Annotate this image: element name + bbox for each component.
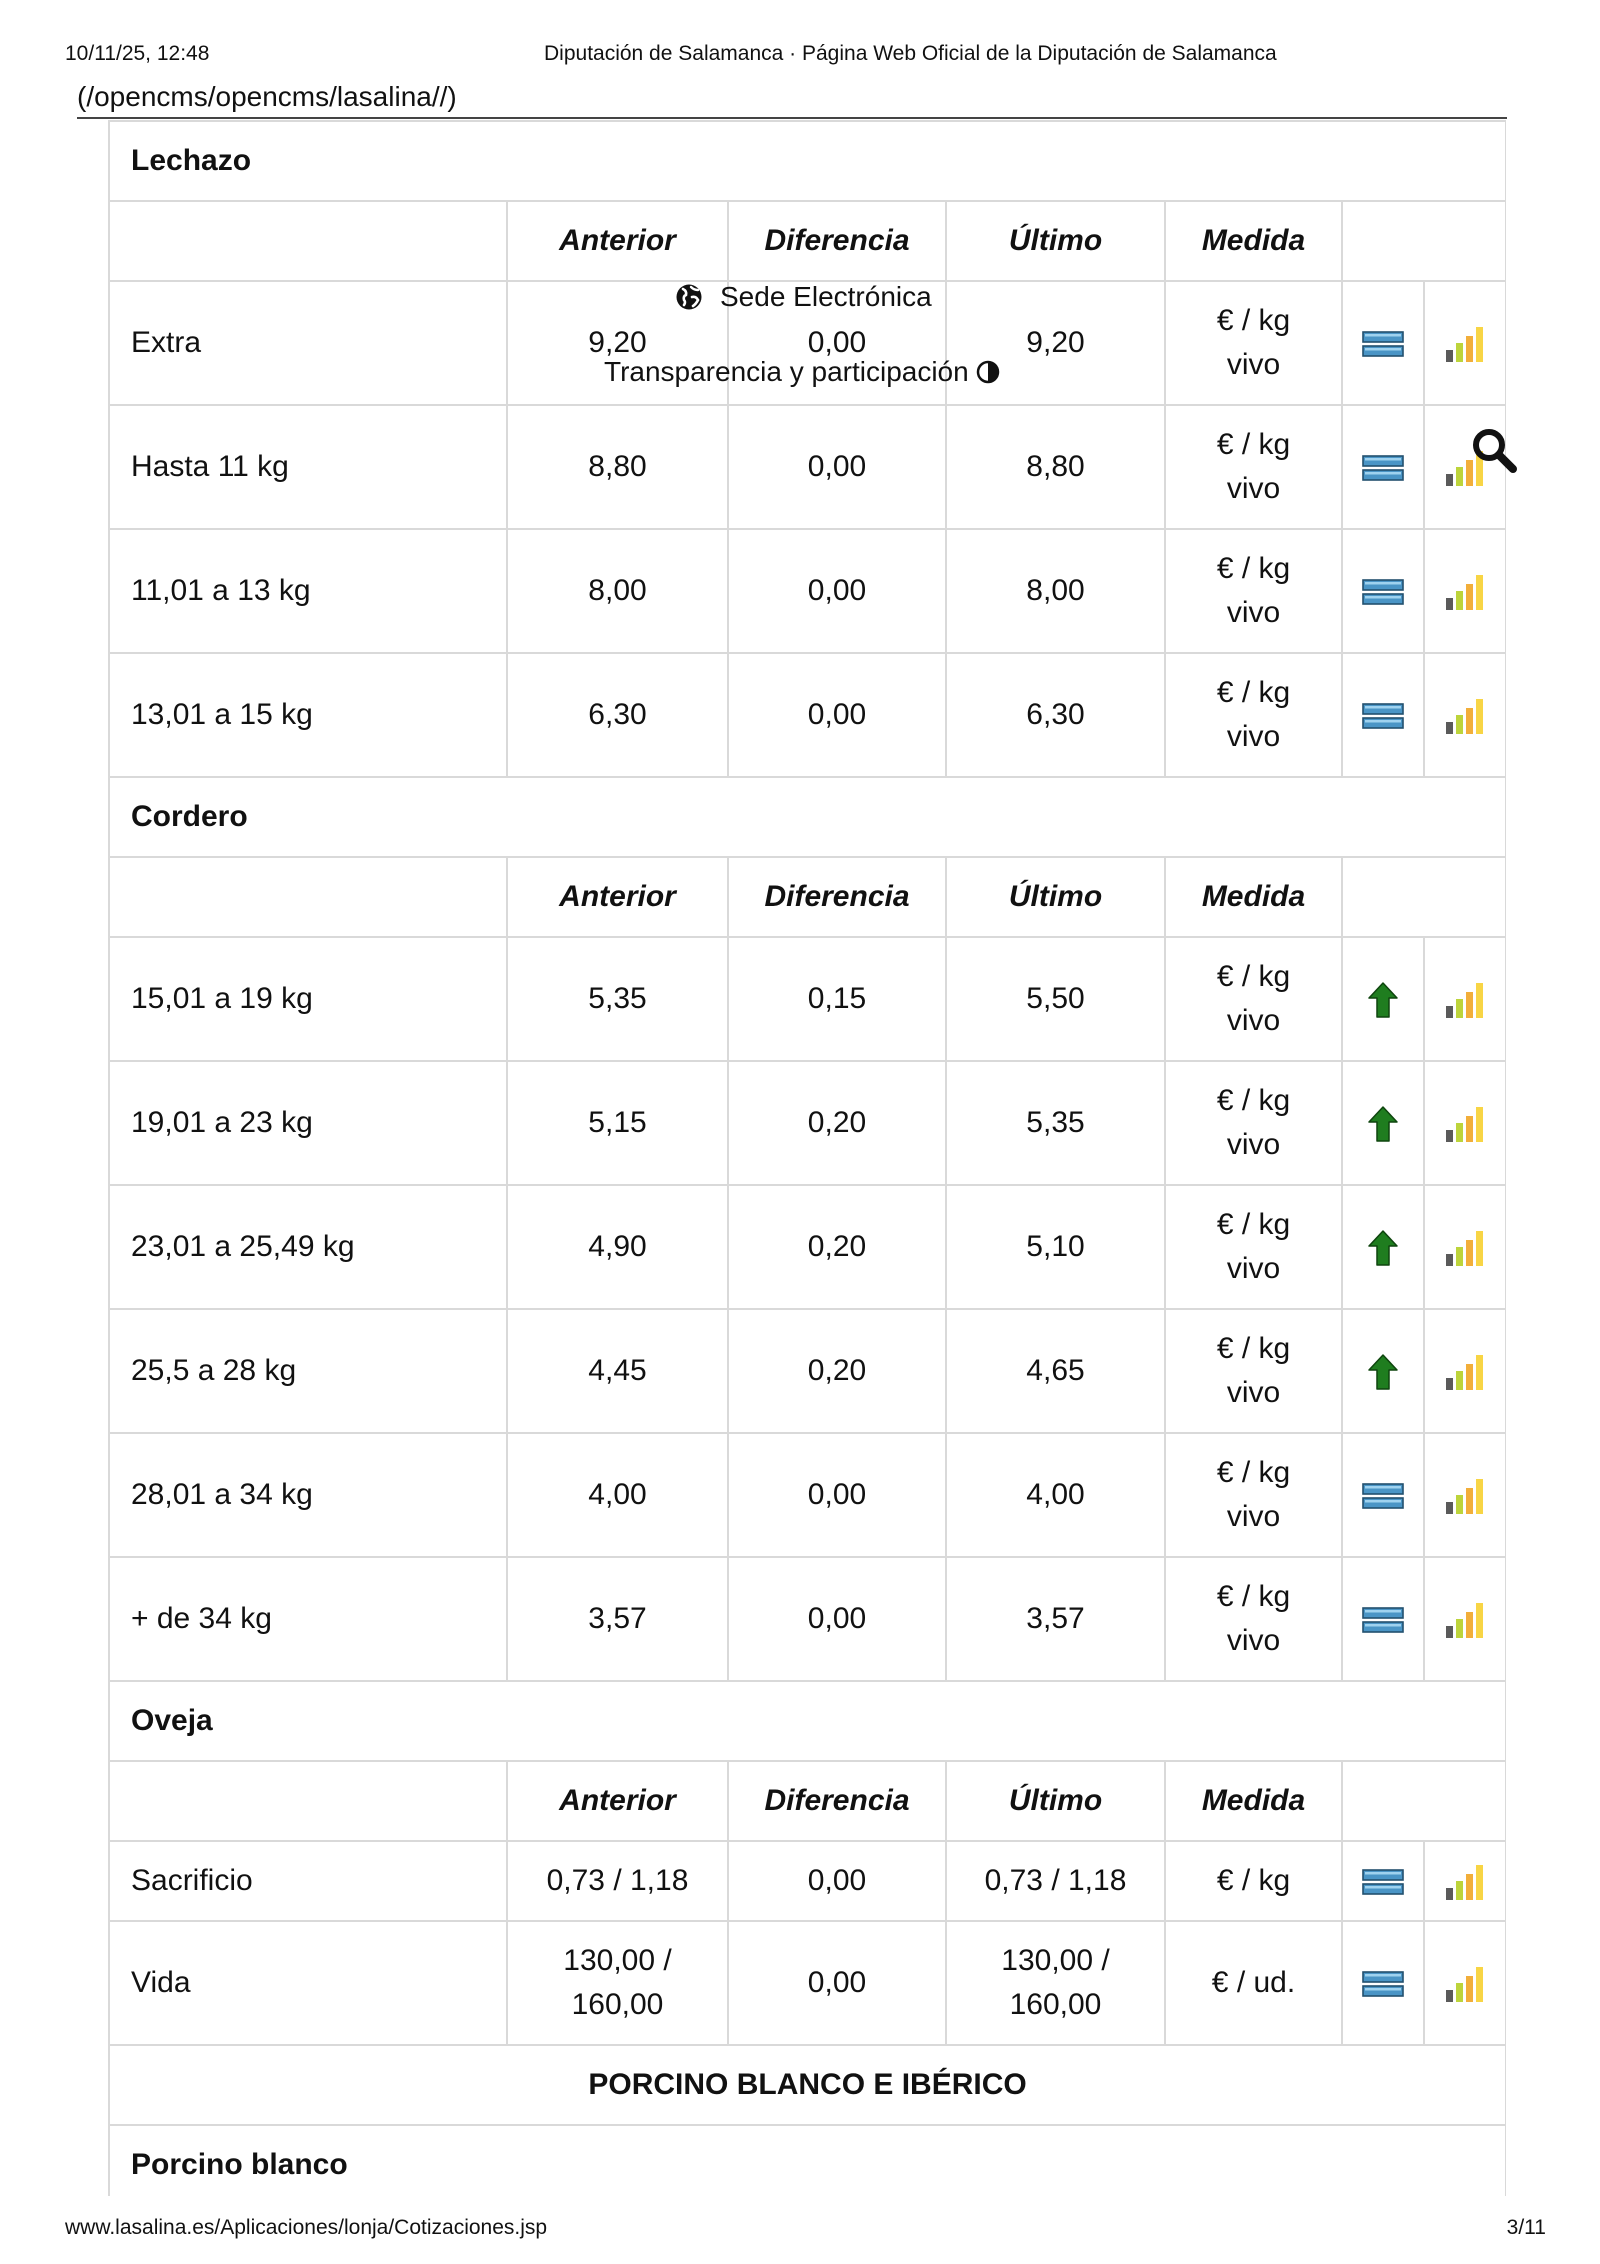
cell-medida [1165,1309,1342,1433]
quote-label: 25,5 a 28 kg [109,1309,507,1433]
trend-cell [1342,281,1424,405]
bar-chart-icon[interactable] [1445,1355,1486,1390]
quote-row [109,653,1506,777]
trend-cell [1342,1921,1424,2045]
header-empty-cell [1342,1761,1506,1841]
anterior-value: 130,00 / 160,00 [563,1944,672,2021]
trend-cell [1342,1841,1424,1921]
cell-diferencia [728,1061,946,1185]
column-header-medida: Medida [1165,857,1342,937]
quote-row [109,937,1506,1061]
history-chart-cell[interactable] [1424,1557,1506,1681]
column-header-row [109,857,1506,937]
history-chart-cell[interactable] [1424,1185,1506,1309]
diferencia-value: 0,00 [807,1602,867,1635]
history-chart-cell[interactable] [1424,529,1506,653]
equal-icon [1362,579,1404,605]
cell-diferencia [728,1309,946,1433]
equal-icon [1362,1971,1404,1997]
cell-anterior [507,1433,728,1557]
bar-chart-icon[interactable] [1445,1603,1486,1638]
history-chart-cell[interactable] [1424,1061,1506,1185]
print-footer-url: www.lasalina.es/Aplicaciones/lonja/Cotizaciones.jsp [65,2216,548,2239]
history-chart-cell[interactable] [1424,1921,1506,2045]
cell-diferencia [728,1841,946,1921]
cell-anterior [507,937,728,1061]
column-header-diferencia: Diferencia [728,201,946,281]
column-header-row [109,1761,1506,1841]
section-title: Oveja [109,1681,1506,1761]
cell-ultimo [946,405,1165,529]
cell-medida [1165,405,1342,529]
medida-value: € / kg vivo [1216,552,1291,629]
column-header-ultimo: Último [946,1761,1165,1841]
bar-chart-icon[interactable] [1445,575,1486,610]
ultimo-value: 0,73 / 1,18 [984,1864,1127,1897]
diferencia-value: 0,00 [807,1478,867,1511]
medida-value: € / kg vivo [1216,304,1291,381]
ultimo-value: 9,20 [1026,326,1085,359]
bar-chart-icon[interactable] [1445,699,1486,734]
cell-anterior [507,1921,728,2045]
cell-medida [1165,937,1342,1061]
ultimo-value: 130,00 / 160,00 [1001,1944,1110,2021]
sede-electronica-link[interactable] [676,280,932,314]
ultimo-value: 4,00 [1026,1478,1085,1511]
section-title: Porcino blanco [109,2125,1506,2196]
section-title-row [109,121,1506,201]
cell-diferencia [728,1433,946,1557]
cell-diferencia [728,1921,946,2045]
ultimo-value: 5,50 [1026,982,1085,1015]
quotations-table-container [107,119,1506,2196]
quote-label: 15,01 a 19 kg [109,937,507,1061]
medida-value: € / kg vivo [1216,1084,1291,1161]
trend-cell [1342,1061,1424,1185]
column-header-diferencia: Diferencia [728,1761,946,1841]
cell-medida [1165,1841,1342,1921]
cell-diferencia [728,1557,946,1681]
cell-medida [1165,1433,1342,1557]
globe-icon [676,284,702,310]
quotations-table-body [109,121,1506,2196]
up-arrow-icon [1368,1106,1398,1142]
equal-icon [1362,1607,1404,1633]
cell-anterior [507,1841,728,1921]
medida-value: € / kg vivo [1216,1208,1291,1285]
cell-anterior [507,1185,728,1309]
column-header-medida: Medida [1165,1761,1342,1841]
cell-ultimo [946,1433,1165,1557]
anterior-value: 3,57 [588,1602,647,1635]
cell-medida [1165,529,1342,653]
cell-ultimo [946,653,1165,777]
trend-cell [1342,529,1424,653]
trend-cell [1342,1433,1424,1557]
cell-ultimo [946,1061,1165,1185]
diferencia-value: 0,00 [807,1864,867,1897]
anterior-value: 4,90 [588,1230,647,1263]
history-chart-cell[interactable] [1424,1841,1506,1921]
diferencia-value: 0,00 [807,574,867,607]
anterior-value: 6,30 [588,698,647,731]
column-header-ultimo: Último [946,857,1165,937]
bar-chart-icon[interactable] [1445,1865,1486,1900]
cell-anterior [507,1309,728,1433]
up-arrow-icon [1368,1230,1398,1266]
quotations-table [108,120,1506,2196]
quote-row [109,1309,1506,1433]
section-title: Cordero [109,777,1506,857]
column-header-diferencia: Diferencia [728,857,946,937]
anterior-value: 4,45 [588,1354,647,1387]
quote-label: 13,01 a 15 kg [109,653,507,777]
quote-label: Extra [109,281,507,405]
cell-anterior [507,529,728,653]
ultimo-value: 6,30 [1026,698,1085,731]
anterior-value: 8,00 [588,574,647,607]
equal-icon [1362,455,1404,481]
medida-value: € / kg vivo [1216,1580,1291,1657]
diferencia-value: 0,20 [807,1354,867,1387]
trend-cell [1342,1557,1424,1681]
medida-value: € / kg vivo [1216,676,1291,753]
quote-label: Vida [109,1921,507,2045]
quote-row [109,1921,1506,2045]
diferencia-value: 0,00 [807,1966,867,1999]
diferencia-value: 0,00 [807,450,867,483]
cell-ultimo [946,1841,1165,1921]
quote-row [109,1061,1506,1185]
transparencia-link[interactable] [604,355,1000,389]
cell-anterior [507,1557,728,1681]
anterior-value: 5,15 [588,1106,647,1139]
section-title-row [109,777,1506,857]
cell-diferencia [728,1185,946,1309]
cell-ultimo [946,529,1165,653]
trend-cell [1342,405,1424,529]
quote-label: + de 34 kg [109,1557,507,1681]
anterior-value: 9,20 [588,326,647,359]
cell-ultimo [946,1557,1165,1681]
cell-anterior [507,405,728,529]
cell-diferencia [728,653,946,777]
history-chart-cell[interactable] [1424,653,1506,777]
header-empty-cell [1342,857,1506,937]
quote-label: 19,01 a 23 kg [109,1061,507,1185]
equal-icon [1362,1483,1404,1509]
medida-value: € / ud. [1211,1966,1296,1999]
quote-row [109,1841,1506,1921]
transparencia-label: Transparencia y participación [604,356,969,387]
column-header-medida: Medida [1165,201,1342,281]
cell-ultimo [946,1185,1165,1309]
anterior-value: 5,35 [588,982,647,1015]
category-row [109,2045,1506,2125]
bar-chart-icon[interactable] [1445,1967,1486,2002]
page-path-link: (/opencms/opencms/lasalina//) [77,81,457,112]
quote-label: 11,01 a 13 kg [109,529,507,653]
anterior-value: 8,80 [588,450,647,483]
quote-label: Sacrificio [109,1841,507,1921]
cell-ultimo [946,1921,1165,2045]
history-chart-cell[interactable] [1424,937,1506,1061]
header-empty-cell [1342,201,1506,281]
contrast-icon[interactable] [976,360,1000,384]
section-title-row [109,1681,1506,1761]
ultimo-value: 3,57 [1026,1602,1085,1635]
quote-row [109,1433,1506,1557]
medida-value: € / kg vivo [1216,960,1291,1037]
bar-chart-icon[interactable] [1445,983,1486,1018]
quote-label: 28,01 a 34 kg [109,1433,507,1557]
trend-cell [1342,653,1424,777]
print-datetime: 10/11/25, 12:48 [65,42,210,65]
medida-value: € / kg vivo [1216,1456,1291,1533]
column-header-anterior: Anterior [507,201,728,281]
bar-chart-icon[interactable] [1445,327,1486,362]
quote-row [109,1185,1506,1309]
section-title: Lechazo [109,121,1506,201]
quote-row [109,529,1506,653]
cell-anterior [507,653,728,777]
print-page-number: 3/11 [1506,2216,1546,2239]
search-icon[interactable] [1471,427,1517,473]
equal-icon [1362,1869,1404,1895]
cell-medida [1165,1061,1342,1185]
cell-ultimo [946,1309,1165,1433]
trend-cell [1342,1309,1424,1433]
cell-medida [1165,653,1342,777]
cell-anterior [507,1061,728,1185]
history-chart-cell[interactable] [1424,1309,1506,1433]
column-header-ultimo: Último [946,201,1165,281]
quote-label: 23,01 a 25,49 kg [109,1185,507,1309]
sede-electronica-label: Sede Electrónica [720,281,932,312]
up-arrow-icon [1368,982,1398,1018]
diferencia-value: 0,15 [807,982,867,1015]
medida-value: € / kg vivo [1216,428,1291,505]
medida-value: € / kg [1216,1864,1291,1897]
ultimo-value: 8,80 [1026,450,1085,483]
anterior-value: 4,00 [588,1478,647,1511]
cell-medida [1165,1557,1342,1681]
column-header-anterior: Anterior [507,1761,728,1841]
column-header-row [109,201,1506,281]
quote-label: Hasta 11 kg [109,405,507,529]
diferencia-value: 0,20 [807,1230,867,1263]
up-arrow-icon [1368,1354,1398,1390]
bar-chart-icon[interactable] [1445,1107,1486,1142]
medida-value: € / kg vivo [1216,1332,1291,1409]
quote-row [109,1557,1506,1681]
header-empty-cell [109,1761,507,1841]
diferencia-value: 0,20 [807,1106,867,1139]
section-title-row [109,2125,1506,2196]
cell-medida [1165,1185,1342,1309]
cell-ultimo [946,937,1165,1061]
header-empty-cell [109,201,507,281]
print-page-title: Diputación de Salamanca · Página Web Oficial de la Diputación de Salamanca [544,42,1277,65]
cell-medida [1165,281,1342,405]
cell-diferencia [728,405,946,529]
trend-cell [1342,937,1424,1061]
column-header-anterior: Anterior [507,857,728,937]
cell-diferencia [728,937,946,1061]
header-empty-cell [109,857,507,937]
cell-diferencia [728,529,946,653]
trend-cell [1342,1185,1424,1309]
ultimo-value: 8,00 [1026,574,1085,607]
anterior-value: 0,73 / 1,18 [546,1864,689,1897]
ultimo-value: 5,10 [1026,1230,1085,1263]
bar-chart-icon[interactable] [1445,1479,1486,1514]
history-chart-cell[interactable] [1424,1433,1506,1557]
ultimo-value: 4,65 [1026,1354,1085,1387]
equal-icon [1362,331,1404,357]
diferencia-value: 0,00 [807,698,867,731]
cell-medida [1165,1921,1342,2045]
bar-chart-icon[interactable] [1445,1231,1486,1266]
diferencia-value: 0,00 [807,326,867,359]
category-heading: PORCINO BLANCO E IBÉRICO [109,2045,1506,2125]
history-chart-cell[interactable] [1424,281,1506,405]
ultimo-value: 5,35 [1026,1106,1085,1139]
equal-icon [1362,703,1404,729]
quote-row [109,405,1506,529]
